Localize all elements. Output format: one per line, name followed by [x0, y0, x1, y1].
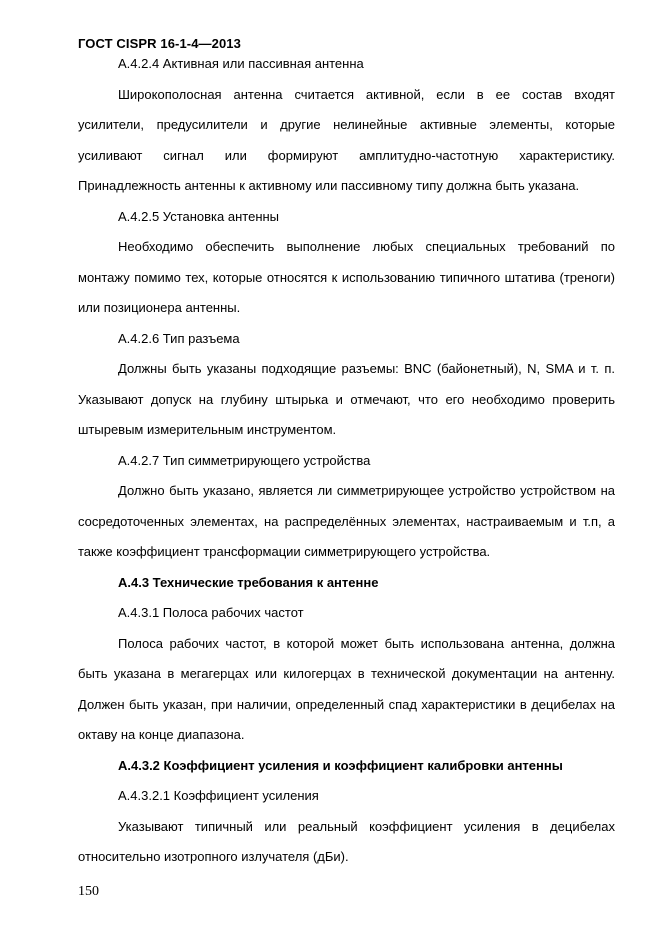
paragraph-a-4-2-4: Широкополосная антенна считается активной, если в ее состав входят усилители, предусилители и другие нелинейные активные элементы, которые усиливают сигнал или формируют амплитудно-частотную характеристику. Принадлежность антенны к активному или пассивному типу должна быть указана.: [78, 86, 615, 193]
paragraph-a-4-3-1: Полоса рабочих частот, в которой может быть использована антенна, должна быть указана в мегагерцах или килогерцах в технической документации на антенну. Должен быть указан, при наличии, определенный спад характеристики в децибелах на октаву на конце диапазона.: [78, 635, 615, 742]
section-heading-a-4-2-7: А.4.2.7 Тип симметрирующего устройства: [118, 452, 371, 468]
document-header: ГОСТ CISPR 16-1-4—2013: [78, 36, 241, 51]
section-heading-a-4-3-1: А.4.3.1 Полоса рабочих частот: [118, 605, 304, 620]
document-body: [78, 49, 615, 873]
paragraph-a-4-3-2-1: Указывают типичный или реальный коэффициент усиления в децибелах относительно изотропного излучателя (дБи).: [78, 818, 615, 864]
section-heading-a-4-3: А.4.3 Технические требования к антенне: [118, 574, 379, 590]
section-heading-a-4-2-5: А.4.2.5 Установка антенны: [118, 208, 280, 224]
section-heading-a-4-3-2-1: А.4.3.2.1 Коэффициент усиления: [118, 788, 319, 803]
paragraph-a-4-2-7: Должно быть указано, является ли симметрирующее устройство устройством на сосредоточенных элементах, на распределённых элементах, настраиваемым и т.п, а также коэффициент трансформации симметрирующего устройства.: [78, 483, 615, 559]
paragraph-a-4-2-6: Должны быть указаны подходящие разъемы: BNC (байонетный), N, SMA и т. п. Указывают допуск на глубину штырька и отмечают, что его необходимо проверить штыревым измерительным инструментом.: [78, 361, 615, 437]
section-heading-a-4-2-4: А.4.2.4 Активная или пассивная антенна: [118, 56, 364, 71]
section-heading-a-4-2-6: А.4.2.6 Тип разъема: [118, 330, 240, 346]
section-heading-a-4-3-2: А.4.3.2 Коэффициент усиления и коэффициент калибровки антенны: [118, 757, 563, 773]
paragraph-a-4-2-5: Необходимо обеспечить выполнение любых специальных требований по монтажу помимо тех, которые относятся к использованию типичного штатива (треноги) или позиционера антенны.: [78, 239, 615, 315]
page-number: 150: [78, 884, 99, 899]
